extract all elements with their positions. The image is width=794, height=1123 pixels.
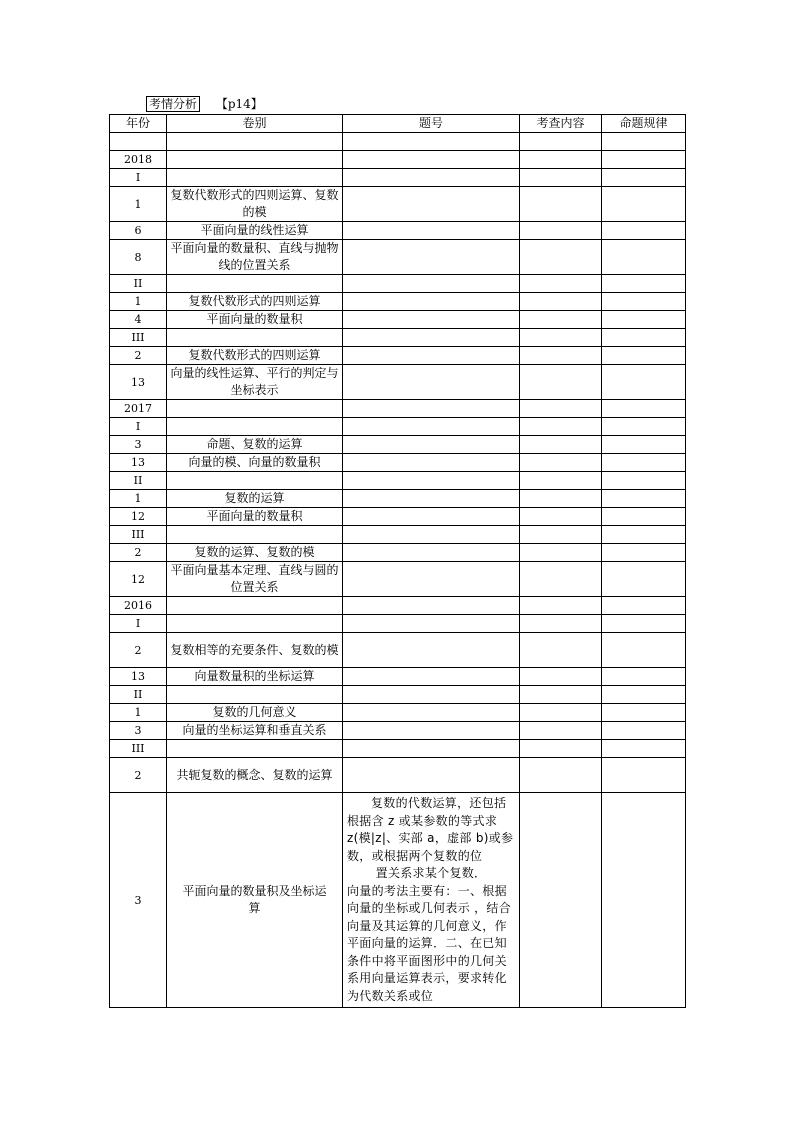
table-row xyxy=(110,347,686,365)
cell-paper xyxy=(167,133,343,151)
cell-content xyxy=(520,526,602,544)
cell-question-no xyxy=(343,740,520,758)
table-row xyxy=(110,597,686,615)
cell-content xyxy=(520,151,602,169)
cell-content xyxy=(520,329,602,347)
description-paragraph: 向量的考法主要有：一、根据向量的坐标或几何表示 ，结合向量及其运算的几何意义，作平面向量的运算．二、在已知条件中将平面图形中的几何关系用向量运算表示，要求转化为代数关系或位 xyxy=(347,883,512,1003)
cell-paper: 共轭复数的概念、复数的运算 xyxy=(167,758,343,793)
table-row xyxy=(110,704,686,722)
cell-content xyxy=(520,562,602,597)
cell-year: 2 xyxy=(110,544,167,562)
cell-question-no xyxy=(343,668,520,686)
cell-content xyxy=(520,508,602,526)
cell-paper xyxy=(167,151,343,169)
cell-year: II xyxy=(110,275,167,293)
cell-paper: 复数代数形式的四则运算、复数的模 xyxy=(167,187,343,222)
table-row xyxy=(110,633,686,668)
col-header-year: 年份 xyxy=(110,115,167,133)
table-row xyxy=(110,275,686,293)
cell-year: III xyxy=(110,740,167,758)
table-row xyxy=(110,418,686,436)
cell-content xyxy=(520,169,602,187)
cell-year: II xyxy=(110,686,167,704)
col-header-content: 考查内容 xyxy=(520,115,602,133)
table-row xyxy=(110,793,686,1008)
cell-question-no xyxy=(343,454,520,472)
cell-question-no xyxy=(343,686,520,704)
cell-question-no xyxy=(343,293,520,311)
cell-paper xyxy=(167,472,343,490)
cell-paper: 复数代数形式的四则运算 xyxy=(167,347,343,365)
cell-paper xyxy=(167,686,343,704)
cell-content xyxy=(520,418,602,436)
cell-question-no xyxy=(343,722,520,740)
cell-question-no xyxy=(343,526,520,544)
cell-content xyxy=(520,740,602,758)
table-row xyxy=(110,722,686,740)
table-row xyxy=(110,240,686,275)
cell-question-no xyxy=(343,240,520,275)
cell-content xyxy=(520,436,602,454)
cell-question-no xyxy=(343,562,520,597)
cell-question-no xyxy=(343,365,520,400)
cell-pattern xyxy=(602,222,686,240)
cell-pattern xyxy=(602,347,686,365)
cell-pattern xyxy=(602,400,686,418)
cell-pattern xyxy=(602,740,686,758)
cell-pattern xyxy=(602,365,686,400)
cell-pattern xyxy=(602,169,686,187)
cell-pattern xyxy=(602,293,686,311)
cell-paper: 平面向量的数量积及坐标运算 xyxy=(167,793,343,1008)
cell-year: 12 xyxy=(110,562,167,597)
cell-content xyxy=(520,597,602,615)
cell-paper: 平面向量的数量积、直线与抛物线的位置关系 xyxy=(167,240,343,275)
col-header-paper: 卷别 xyxy=(167,115,343,133)
cell-pattern xyxy=(602,418,686,436)
cell-question-no xyxy=(343,704,520,722)
cell-content xyxy=(520,472,602,490)
table-row xyxy=(110,686,686,704)
page-reference: 【p14】 xyxy=(215,97,263,111)
cell-content xyxy=(520,793,602,1008)
cell-year: II xyxy=(110,472,167,490)
cell-question-no xyxy=(343,400,520,418)
cell-pattern xyxy=(602,597,686,615)
cell-pattern xyxy=(602,562,686,597)
cell-paper: 向量的模、向量的数量积 xyxy=(167,454,343,472)
cell-pattern xyxy=(602,472,686,490)
cell-pattern xyxy=(602,454,686,472)
cell-paper: 复数的运算 xyxy=(167,490,343,508)
table-row xyxy=(110,400,686,418)
section-header xyxy=(146,95,263,113)
cell-question-no xyxy=(343,508,520,526)
cell-content xyxy=(520,275,602,293)
table-row xyxy=(110,365,686,400)
cell-content xyxy=(520,293,602,311)
table-row xyxy=(110,526,686,544)
cell-question-no xyxy=(343,347,520,365)
cell-paper xyxy=(167,400,343,418)
cell-paper: 复数的运算、复数的模 xyxy=(167,544,343,562)
cell-pattern xyxy=(602,490,686,508)
cell-year: 3 xyxy=(110,722,167,740)
cell-pattern xyxy=(602,311,686,329)
table-row xyxy=(110,758,686,793)
cell-content xyxy=(520,615,602,633)
cell-paper: 复数的几何意义 xyxy=(167,704,343,722)
cell-paper: 向量的线性运算、平行的判定与坐标表示 xyxy=(167,365,343,400)
cell-paper: 平面向量的数量积 xyxy=(167,311,343,329)
cell-pattern xyxy=(602,133,686,151)
cell-year: III xyxy=(110,526,167,544)
cell-pattern xyxy=(602,686,686,704)
cell-paper xyxy=(167,740,343,758)
cell-year: 2017 xyxy=(110,400,167,418)
table-row xyxy=(110,293,686,311)
cell-pattern xyxy=(602,508,686,526)
table-row xyxy=(110,187,686,222)
description-line: 置关系求某个复数． xyxy=(375,866,487,880)
cell-paper xyxy=(167,526,343,544)
cell-year: 1 xyxy=(110,490,167,508)
cell-pattern xyxy=(602,240,686,275)
cell-question-no xyxy=(343,490,520,508)
cell-content xyxy=(520,347,602,365)
cell-content xyxy=(520,222,602,240)
cell-year xyxy=(110,133,167,151)
cell-pattern xyxy=(602,758,686,793)
cell-pattern xyxy=(602,544,686,562)
cell-question-no xyxy=(343,311,520,329)
cell-question-no xyxy=(343,436,520,454)
cell-paper xyxy=(167,597,343,615)
cell-pattern xyxy=(602,329,686,347)
cell-question-no xyxy=(343,275,520,293)
cell-year: 2 xyxy=(110,758,167,793)
cell-year: 13 xyxy=(110,454,167,472)
cell-question-no xyxy=(343,222,520,240)
table-row xyxy=(110,668,686,686)
cell-pattern xyxy=(602,151,686,169)
cell-question-no xyxy=(343,472,520,490)
cell-content xyxy=(520,311,602,329)
cell-pattern xyxy=(602,615,686,633)
table-row xyxy=(110,133,686,151)
cell-year: 8 xyxy=(110,240,167,275)
table-row xyxy=(110,472,686,490)
cell-question-no xyxy=(343,169,520,187)
cell-content xyxy=(520,133,602,151)
table-row xyxy=(110,562,686,597)
cell-pattern xyxy=(602,704,686,722)
cell-year: 2018 xyxy=(110,151,167,169)
cell-pattern xyxy=(602,668,686,686)
cell-paper xyxy=(167,615,343,633)
cell-question-no xyxy=(343,329,520,347)
cell-question-no xyxy=(343,758,520,793)
cell-paper xyxy=(167,275,343,293)
cell-pattern xyxy=(602,436,686,454)
cell-pattern xyxy=(602,793,686,1008)
table-row xyxy=(110,169,686,187)
description-paragraph: 复数的代数运算，还包括根据含 z 或某参数的等式求 z(模|z|、实部 a，虚部 b)或参数，或根据两个复数的位 xyxy=(347,796,514,863)
cell-paper xyxy=(167,418,343,436)
cell-year: 1 xyxy=(110,293,167,311)
cell-year: 3 xyxy=(110,436,167,454)
cell-pattern xyxy=(602,187,686,222)
col-header-pattern: 命题规律 xyxy=(602,115,686,133)
cell-content xyxy=(520,704,602,722)
table-row xyxy=(110,311,686,329)
cell-content xyxy=(520,490,602,508)
cell-year: 3 xyxy=(110,793,167,1008)
cell-content xyxy=(520,240,602,275)
table-row xyxy=(110,615,686,633)
cell-question-no xyxy=(343,615,520,633)
cell-question-no xyxy=(343,544,520,562)
cell-content xyxy=(520,633,602,668)
cell-year: 6 xyxy=(110,222,167,240)
cell-year: 2016 xyxy=(110,597,167,615)
cell-paper: 平面向量基本定理、直线与圆的位置关系 xyxy=(167,562,343,597)
cell-content xyxy=(520,686,602,704)
cell-paper: 命题、复数的运算 xyxy=(167,436,343,454)
cell-pattern xyxy=(602,633,686,668)
cell-paper: 复数相等的充要条件、复数的模 xyxy=(167,633,343,668)
table-row xyxy=(110,222,686,240)
cell-year: I xyxy=(110,418,167,436)
cell-year: 1 xyxy=(110,704,167,722)
cell-year: 12 xyxy=(110,508,167,526)
cell-content xyxy=(520,454,602,472)
table-row xyxy=(110,454,686,472)
table-header-row xyxy=(110,115,686,133)
table-row xyxy=(110,436,686,454)
cell-content xyxy=(520,758,602,793)
table-row xyxy=(110,740,686,758)
cell-year: I xyxy=(110,615,167,633)
cell-year: 4 xyxy=(110,311,167,329)
table-row xyxy=(110,508,686,526)
cell-year: 13 xyxy=(110,668,167,686)
cell-content xyxy=(520,668,602,686)
cell-year: 2 xyxy=(110,633,167,668)
cell-year: 13 xyxy=(110,365,167,400)
cell-content xyxy=(520,400,602,418)
cell-year: 1 xyxy=(110,187,167,222)
cell-question-no xyxy=(343,418,520,436)
cell-question-no xyxy=(343,187,520,222)
cell-content xyxy=(520,365,602,400)
cell-paper: 向量的坐标运算和垂直关系 xyxy=(167,722,343,740)
cell-paper xyxy=(167,169,343,187)
col-header-question-no: 题号 xyxy=(343,115,520,133)
table-row xyxy=(110,544,686,562)
table-row xyxy=(110,490,686,508)
exam-analysis-table xyxy=(109,114,686,1008)
cell-paper xyxy=(167,329,343,347)
cell-paper: 复数代数形式的四则运算 xyxy=(167,293,343,311)
cell-content xyxy=(520,544,602,562)
cell-question-no xyxy=(343,151,520,169)
cell-question-no xyxy=(343,633,520,668)
cell-year: I xyxy=(110,169,167,187)
cell-paper: 平面向量的线性运算 xyxy=(167,222,343,240)
cell-pattern xyxy=(602,722,686,740)
cell-year: 2 xyxy=(110,347,167,365)
table-row xyxy=(110,151,686,169)
cell-question-no xyxy=(343,597,520,615)
cell-question-no xyxy=(343,133,520,151)
cell-question-no xyxy=(343,793,520,1008)
cell-content xyxy=(520,722,602,740)
section-title: 考情分析 xyxy=(146,96,200,112)
table-row xyxy=(110,329,686,347)
cell-content xyxy=(520,187,602,222)
cell-pattern xyxy=(602,275,686,293)
cell-year: III xyxy=(110,329,167,347)
cell-paper: 向量数量积的坐标运算 xyxy=(167,668,343,686)
cell-paper: 平面向量的数量积 xyxy=(167,508,343,526)
cell-pattern xyxy=(602,526,686,544)
